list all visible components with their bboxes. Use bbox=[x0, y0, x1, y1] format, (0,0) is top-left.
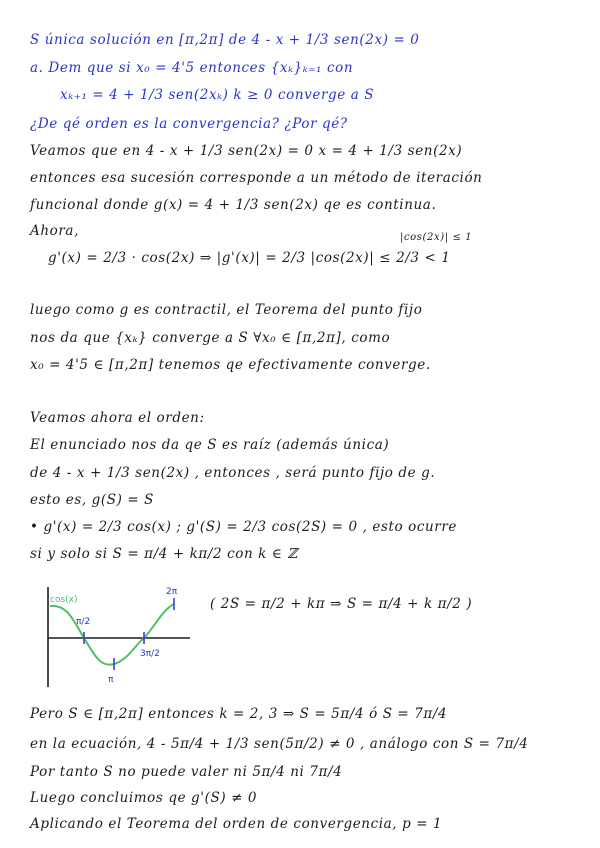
label-pi: π bbox=[108, 675, 114, 685]
text-line-gs: esto es, g(S) = S bbox=[30, 492, 155, 508]
curve-label: cos(x) bbox=[50, 595, 78, 605]
bound-note: |cos(2x)| ≤ 1 bbox=[400, 232, 473, 243]
text-line-por-tanto: Por tanto S no puede valer ni 5π/4 ni 7π/4 bbox=[30, 764, 343, 780]
text-line-sucesion: entonces esa sucesión corresponde a un método de iteración bbox=[30, 170, 483, 186]
text-line-enunciado: El enunciado nos da qe S es raíz (además única) bbox=[30, 437, 390, 453]
text-line-luego: Luego concluimos qe g'(S) ≠ 0 bbox=[30, 790, 258, 806]
text-line-ahora: Ahora, bbox=[30, 223, 79, 239]
text-line-pero: Pero S ∈ [π,2π] entonces k = 2, 3 ⇒ S = 5π/4 ó S = 7π/4 bbox=[30, 706, 448, 722]
derivative-bound: g'(x) = 2/3 · cos(2x) ⇒ |g'(x)| = 2/3 |cos(2x)| ≤ 2/3 < 1 bbox=[48, 250, 451, 266]
text-line-x0: x₀ = 4'5 ∈ [π,2π] tenemos qe efectivamente converge. bbox=[30, 357, 431, 373]
text-line-veamos: Veamos que en 4 - x + 1/3 sen(2x) = 0 x = 4 + 1/3 sen(2x) bbox=[30, 143, 463, 159]
text-line-conclusion: Aplicando el Teorema del orden de convergencia, p = 1 bbox=[30, 816, 443, 832]
label-pi-over-2: π/2 bbox=[76, 617, 91, 627]
iteration-formula: xₖ₊₁ = 4 + 1/3 sen(2xₖ) k ≥ 0 converge a S bbox=[60, 87, 375, 103]
text-line-punto-fijo: de 4 - x + 1/3 sen(2x) , entonces , será punto fijo de g. bbox=[30, 465, 436, 481]
text-line-converge: nos da que {xₖ} converge a S ∀x₀ ∈ [π,2π], como bbox=[30, 330, 391, 346]
label-3pi-over-2: 3π/2 bbox=[140, 649, 160, 659]
cosine-sketch bbox=[28, 582, 198, 692]
text-line-derivada-s: • g'(x) = 2/3 cos(x) ; g'(S) = 2/3 cos(2S) = 0 , esto ocurre bbox=[30, 519, 457, 535]
graph-side-note: ( 2S = π/2 + kπ ⇒ S = π/4 + k π/2 ) bbox=[210, 596, 473, 612]
text-line-solo-si: si y solo si S = π/4 + kπ/2 con k ∈ ℤ bbox=[30, 546, 298, 562]
part-a-statement: a. Dem que si x₀ = 4'5 entonces {xₖ}ₖ₌₁ con bbox=[30, 60, 354, 76]
text-line-contractil: luego como g es contractil, el Teorema del punto fijo bbox=[30, 302, 423, 318]
question-order: ¿De qé orden es la convergencia? ¿Por qé? bbox=[30, 116, 348, 132]
text-line-ecuacion: en la ecuación, 4 - 5π/4 + 1/3 sen(5π/2) ≠ 0 , análogo con S = 7π/4 bbox=[30, 736, 529, 752]
label-2pi: 2π bbox=[166, 587, 178, 597]
problem-statement: S única solución en [π,2π] de 4 - x + 1/3 sen(2x) = 0 bbox=[30, 32, 420, 48]
text-line-funcional: funcional donde g(x) = 4 + 1/3 sen(2x) qe es continua. bbox=[30, 197, 437, 213]
text-line-orden: Veamos ahora el orden: bbox=[30, 410, 205, 426]
